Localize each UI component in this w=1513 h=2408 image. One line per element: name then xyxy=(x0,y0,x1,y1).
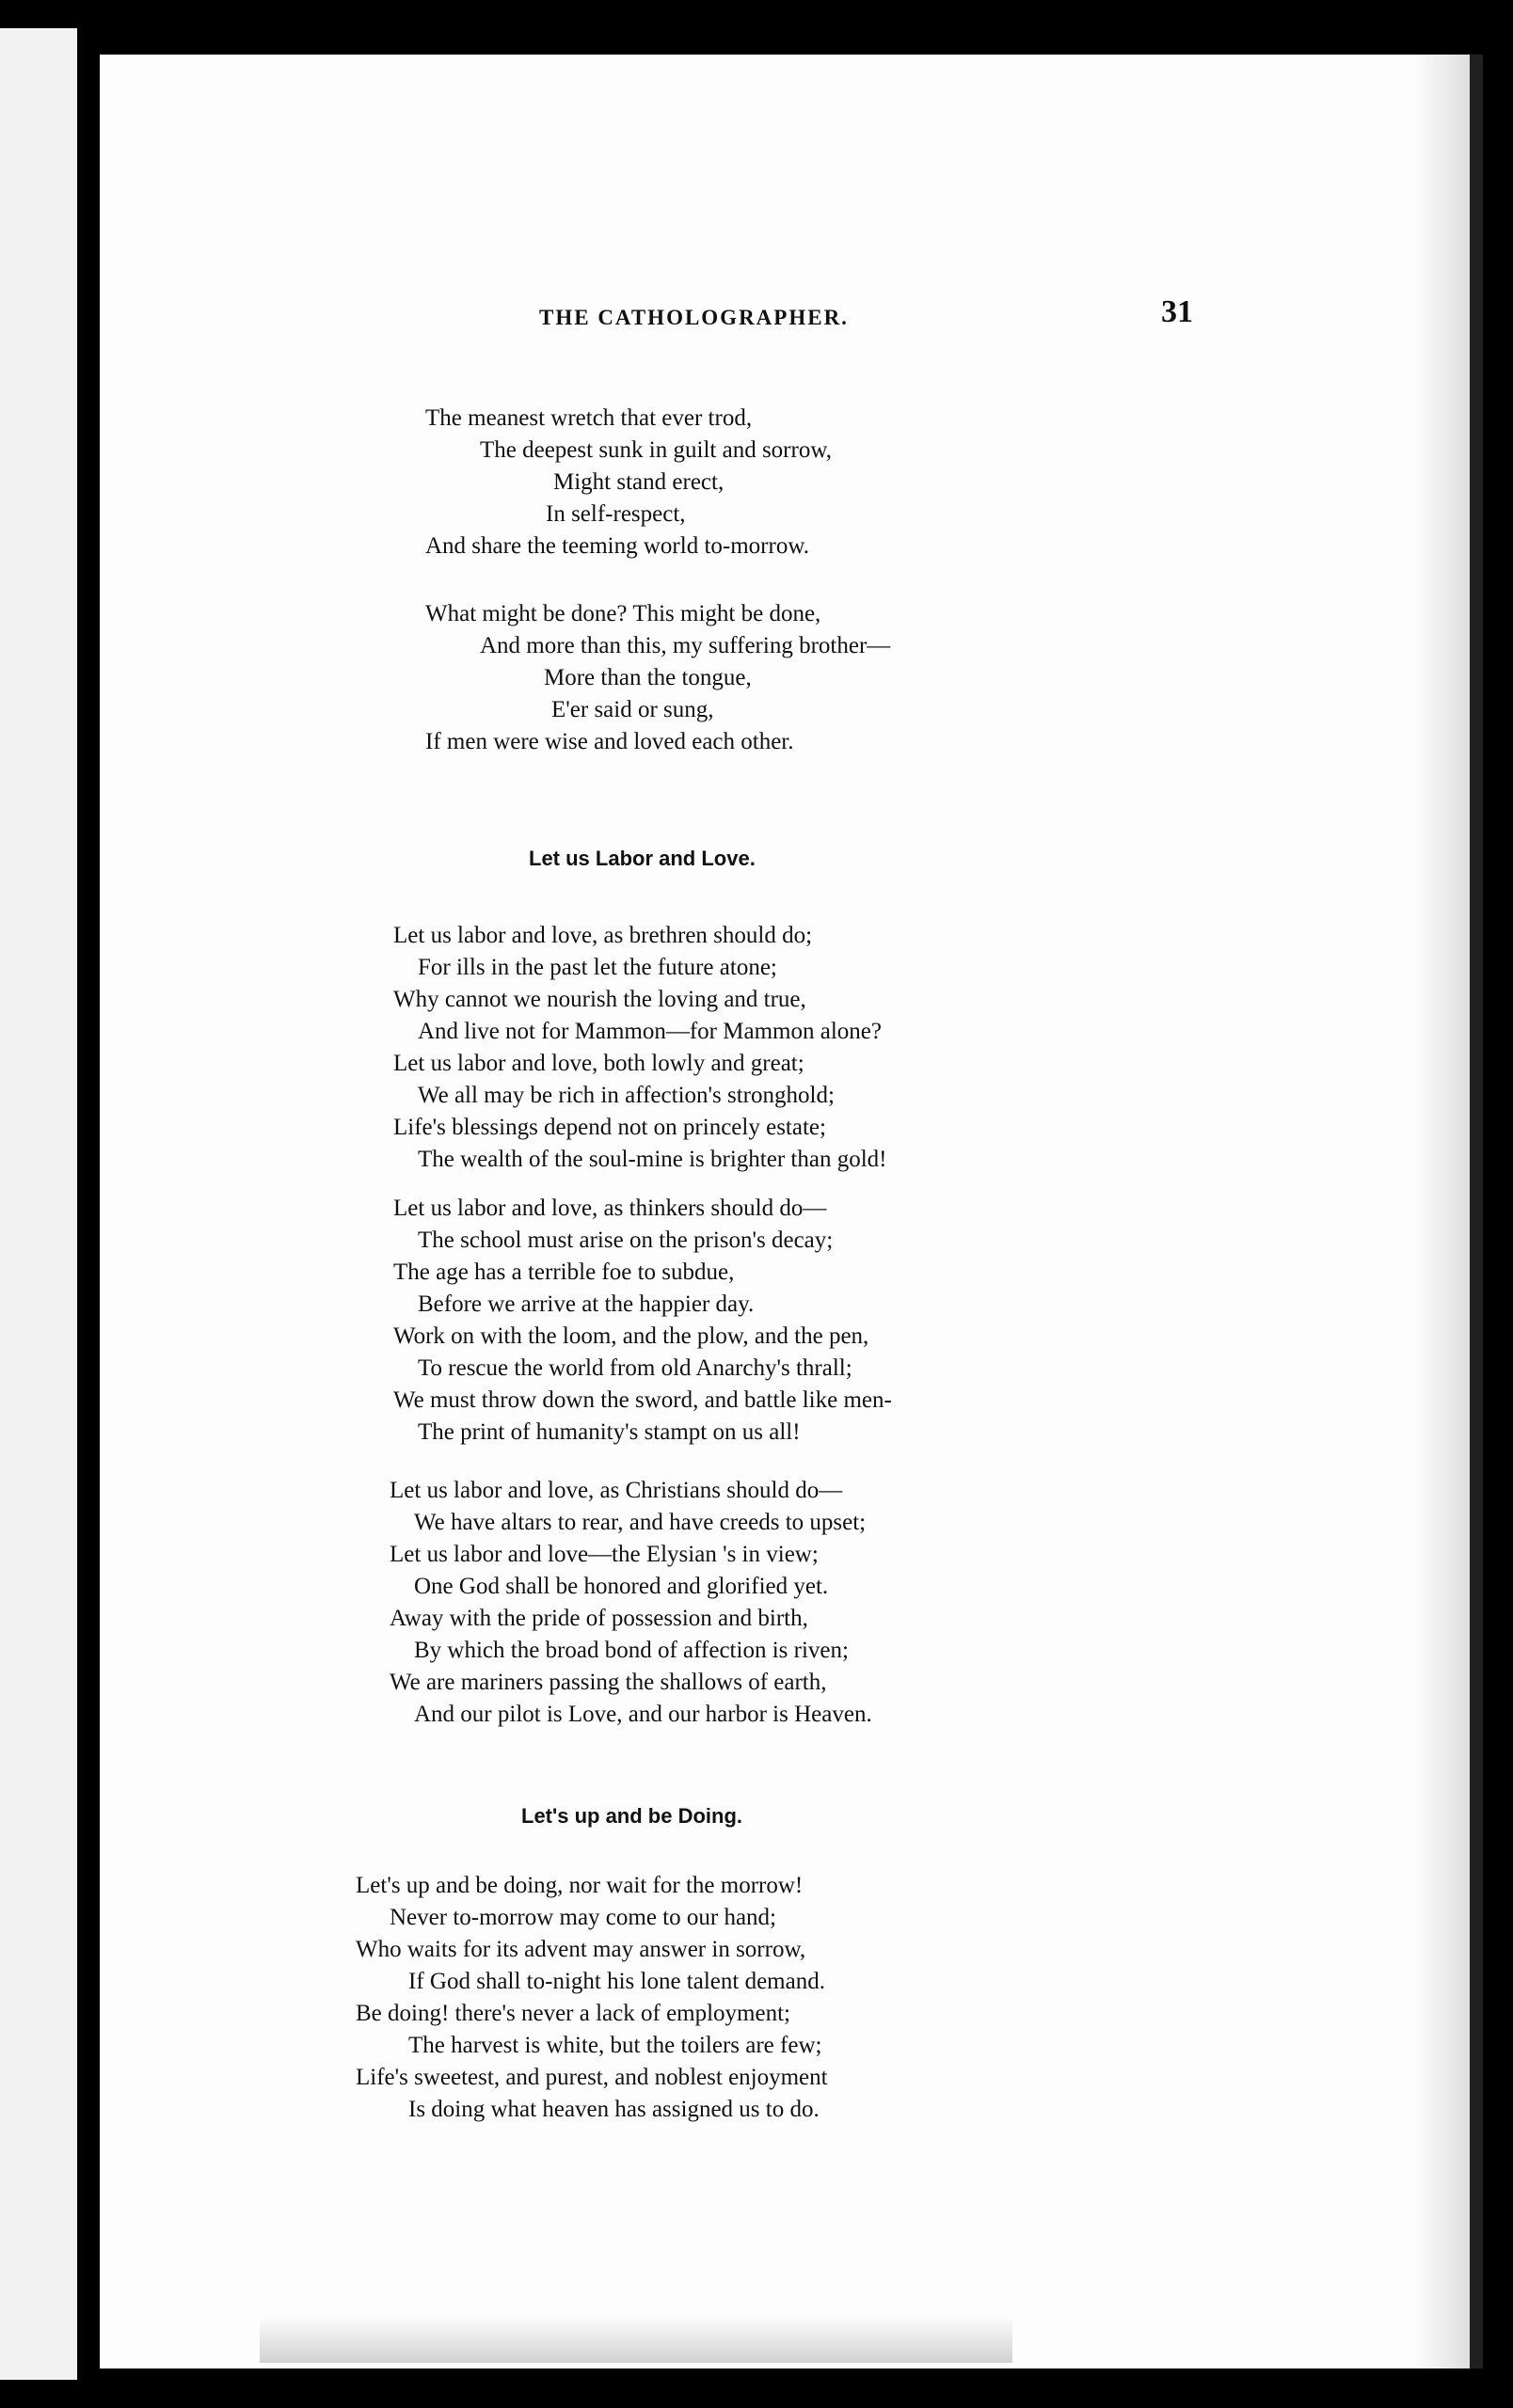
poem-line: Let us labor and love, as Christians should do— xyxy=(390,1478,843,1503)
poem-line: More than the tongue, xyxy=(544,665,752,690)
page-bottom-smudge xyxy=(260,2316,1012,2363)
poem-line: Let's up and be doing, nor wait for the morrow! xyxy=(356,1873,804,1898)
poem-line: Life's blessings depend not on princely estate; xyxy=(393,1115,826,1140)
poem-line: Might stand erect, xyxy=(553,469,725,495)
page-header xyxy=(100,294,1229,341)
poem-line: The meanest wretch that ever trod, xyxy=(425,405,753,431)
poem-line: We have altars to rear, and have creeds to upset; xyxy=(414,1510,867,1535)
poem-line: Who waits for its advent may answer in sorrow, xyxy=(356,1937,806,1962)
poem-line: By which the broad bond of affection is riven; xyxy=(414,1638,849,1663)
poem-line: One God shall be honored and glorified yet. xyxy=(414,1574,829,1599)
running-title: THE CATHOLOGRAPHER. xyxy=(539,306,849,329)
poem-line: Let us labor and love, as thinkers should do— xyxy=(393,1196,827,1221)
poem1-stanza-2 xyxy=(393,1193,892,1449)
poem-line: And share the teeming world to-morrow. xyxy=(425,533,809,559)
poem-title: Let's up and be Doing. xyxy=(521,1804,743,1828)
poem1-stanza-3 xyxy=(390,1475,872,1731)
page-edge-shadow xyxy=(1413,55,1470,2368)
facing-page-edge xyxy=(0,28,77,2380)
poem-line: Life's sweetest, and purest, and noblest enjoyment xyxy=(356,2065,828,2090)
poem-line: Is doing what heaven has assigned us to do. xyxy=(408,2097,820,2122)
poem-line: The school must arise on the prison's decay; xyxy=(418,1228,834,1253)
poem-line: We must throw down the sword, and battle like men- xyxy=(393,1387,892,1413)
poem2-stanza-1 xyxy=(356,1870,828,2126)
poem1-stanza-1 xyxy=(393,920,887,1176)
stanza-continued-2 xyxy=(425,598,890,758)
poem-line: E'er said or sung, xyxy=(551,697,714,722)
poem-line: To rescue the world from old Anarchy's thrall; xyxy=(418,1355,852,1381)
poem-line: Work on with the loom, and the plow, and the pen, xyxy=(393,1323,869,1349)
book-page xyxy=(100,55,1483,2368)
poem-line: If God shall to-night his lone talent demand. xyxy=(408,1969,825,1994)
poem-line: For ills in the past let the future atone; xyxy=(418,955,777,980)
poem-line: The harvest is white, but the toilers are few; xyxy=(408,2033,822,2058)
poem-line: In self-respect, xyxy=(546,501,686,527)
poem-line: Be doing! there's never a lack of employment; xyxy=(356,2001,790,2026)
poem-line: Let us labor and love—the Elysian 's in view; xyxy=(390,1542,819,1567)
poem-line: What might be done? This might be done, xyxy=(425,601,821,626)
stanza-continued-1 xyxy=(425,403,832,562)
poem-line: And live not for Mammon—for Mammon alone? xyxy=(418,1019,882,1044)
poem-line: Never to-morrow may come to our hand; xyxy=(390,1905,776,1930)
poem-line: The deepest sunk in guilt and sorrow, xyxy=(480,437,832,463)
poem-line: The wealth of the soul-mine is brighter than gold! xyxy=(418,1147,887,1172)
poem-line: Before we arrive at the happier day. xyxy=(418,1291,755,1317)
poem-line: Why cannot we nourish the loving and true, xyxy=(393,987,806,1012)
page-number: 31 xyxy=(1161,294,1193,329)
poem-line: And more than this, my suffering brother— xyxy=(480,633,891,658)
poem-line: We all may be rich in affection's stronghold; xyxy=(418,1083,835,1108)
poem-line: Let us labor and love, as brethren should do; xyxy=(393,923,813,948)
poem-line: And our pilot is Love, and our harbor is Heaven. xyxy=(414,1702,872,1727)
poem-title: Let us Labor and Love. xyxy=(529,847,756,870)
poem-line: If men were wise and loved each other. xyxy=(425,729,794,754)
poem-line: We are mariners passing the shallows of earth, xyxy=(390,1670,827,1695)
poem-line: Let us labor and love, both lowly and great; xyxy=(393,1051,804,1076)
book-gutter xyxy=(77,0,100,2408)
poem-line: The age has a terrible foe to subdue, xyxy=(393,1259,735,1285)
poem-line: The print of humanity's stampt on us all! xyxy=(418,1419,801,1445)
poem-line: Away with the pride of possession and birth, xyxy=(390,1606,808,1631)
